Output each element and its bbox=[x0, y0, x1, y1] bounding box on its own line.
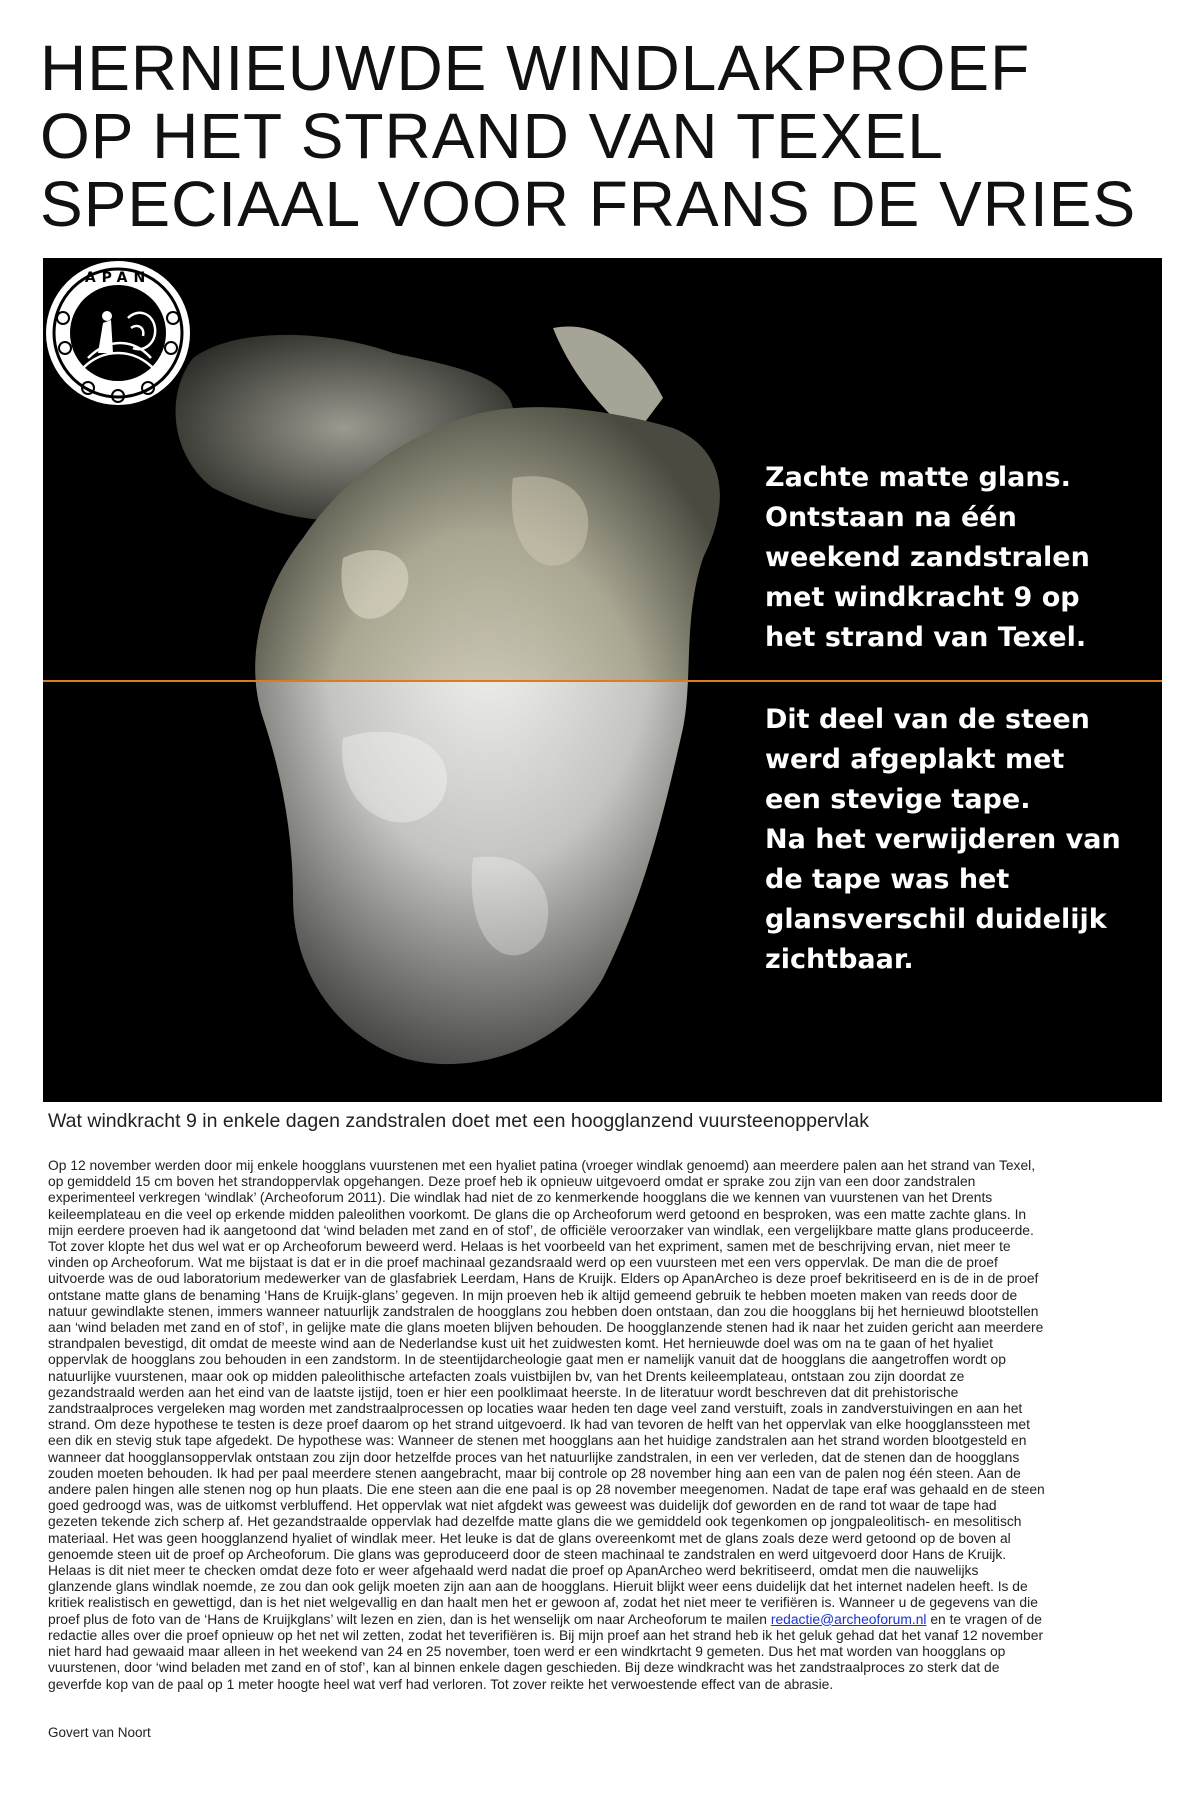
page-title bbox=[40, 34, 1180, 238]
tape-boundary-line bbox=[43, 680, 1162, 682]
caption-line: zichtbaar. bbox=[765, 944, 914, 975]
caption-line: weekend zandstralen bbox=[765, 542, 1090, 573]
body-line: vinden op Archeoforum. Wat me bijstaat is dat er in die proef machinaal gezandsraald werd op een vuursteen met een vers oppervlak. De man die de proef bbox=[48, 1254, 998, 1271]
body-line: genoemde steen uit de proef op Archeoforum. Die glans was geproduceerd door de steen machinaal te zandstralen en werd uitgevoerd door Hans de Kruijk. bbox=[48, 1545, 1007, 1562]
apan-logo bbox=[43, 258, 193, 408]
body-line: mijn eerdere proeven had ik aangetoond dat ‘wind beladen met zand en of stof’, de officiële veroorzaker van windlak, een vergelijkbare matte glans produceerde. bbox=[48, 1221, 1034, 1238]
caption-line: Zachte matte glans. bbox=[765, 462, 1071, 493]
body-line: goed gedroogd was, was de uitkomst verbluffend. Het oppervlak wat niet afgdekt was geweest was duidelijk dof geworden en de rand tot waar de tape had bbox=[48, 1497, 997, 1514]
article-subtitle: Wat windkracht 9 in enkele dagen zandstralen doet met een hoogglanzend vuursteenoppervlak bbox=[48, 1110, 869, 1132]
caption-line: Na het verwijderen van bbox=[765, 824, 1121, 855]
body-line: strand. Om deze hypothese te testen is deze proef daarom op het strand uitgevoerd. Ik had van tevoren de helft van het oppervlak van elke hoogglanssteen met bbox=[48, 1416, 1030, 1433]
body-line: ontstane matte glans de benaming ‘Hans de Kruijk-glans’ gegeven. In mijn proeven heb ik altijd gemeend gebruik te hebben moeten maken van reeds door de bbox=[48, 1286, 1018, 1303]
body-line: gezandstraald werden aan het eind van de laatste ijstijd, toen er hier een poolklimaat heerste. In de literatuur wordt beschreven dat dit prehistorische bbox=[48, 1383, 959, 1400]
email-link[interactable]: redactie@archeoforum.nl bbox=[770, 1610, 927, 1627]
body-line: geverfde kop van de paal op 1 meter hoogte heel wat verf had verloren. Tot zover reikte het verwoestende effect van de abrasie. bbox=[48, 1675, 834, 1692]
body-line: zandstraalproces vergeleken mag worden met zandstraalprocessen op locaties waar heden ten dage veel zand verstuift, zoals in zandverstuivingen en aan het bbox=[48, 1400, 1023, 1417]
body-line: vuurstenen, door ‘wind beladen met zand en of stof’, kan al binnen enkele dagen geschieden. Bij deze windkracht was het zandstraalproces zo sterk dat de bbox=[48, 1659, 1000, 1676]
body-line: zouden moeten behouden. Ik had per paal meerdere stenen aangebracht, maar bij controle op 28 november hing aan een van de palen nog één steen. Aan de bbox=[48, 1464, 1021, 1481]
body-line: niet hard had gewaaid maar alleen in het weekend van 24 en 25 november, toen werd er een windkrtacht 9 gemeten. Dus het mat worden van hoogglans op bbox=[48, 1643, 1006, 1660]
stone-photo bbox=[43, 258, 1162, 1102]
body-line: redactie alles over die proef opnieuw op het net wil zetten, zodat het teverifiëren is. Bij mijn proef aan het strand heb ik het geluk gehad dat het vanaf 12 november bbox=[48, 1626, 1044, 1643]
author-name: Govert van Noort bbox=[48, 1725, 151, 1740]
body-line: een dik en stevig stuk tape afgedekt. De hypothese was: Wanneer de stenen met hoogglans aan het huidige zandstralen aan het strand worden blootgesteld en bbox=[48, 1432, 1027, 1449]
caption-line: Ontstaan na één bbox=[765, 502, 1017, 533]
caption-line: werd afgeplakt met bbox=[765, 744, 1065, 775]
body-line: strandpalen bevestigd, dit omdat de meeste wind aan de Nederlandse kust uit het zuidwesten komt. Het hernieuwde doel was om na te gaan of het hyaliet bbox=[48, 1335, 994, 1352]
body-line: Helaas is dit niet meer te checken omdat deze foto er weer afgehaald werd nadat die proef op ApanArcheo werd bekritiseerd, omdat men die nauwelijks bbox=[48, 1562, 979, 1579]
body-line: aan ‘wind beladen met zand en of stof’, in gelijke mate die glans moeten blijven behouden. De hoogglanzende stenen had ik naar het zuiden gericht aan meerdere bbox=[48, 1319, 1044, 1336]
logo-text: APAN bbox=[84, 270, 152, 286]
link-line-prefix: proef plus de foto van de ‘Hans de Kruijkglans’ wilt lezen en zien, dan is het wenselijk om naar Archeoforum te mailen bbox=[48, 1610, 771, 1627]
body-line: materiaal. Het was geen hoogglanzend hyaliet of windlak meer. Het leuke is dat de glans overeenkomt met de glans zoals deze werd getoond op de boven al bbox=[48, 1529, 1011, 1546]
body-line: gezeten tekende zich scherp af. Het gezandstraalde oppervlak had dezelfde matte glans die we gemiddeld ook tegenkomen op jongpaleolitisch- en mesolitisch bbox=[48, 1513, 1022, 1530]
body-line: natuur gewindlakte stenen, immers wanneer natuurlijk zandstralen de hoogglans zou hebben doen ontstaan, dan zou die hoogglans bij het hernieuwd blootstellen bbox=[48, 1302, 1039, 1319]
caption-line: de tape was het bbox=[765, 864, 1010, 895]
title-line-1: HERNIEUWDE WINDLAKPROEF bbox=[40, 32, 1031, 104]
article-body bbox=[48, 1157, 1158, 1692]
caption-matte-gloss bbox=[765, 458, 1090, 658]
body-line: experimenteel verkregen ‘windlak’ (Archeoforum 2011). Die windlak had niet de zo kenmerkende hoogglans die we kennen van vuurstenen van het Drents bbox=[48, 1189, 993, 1206]
body-line-with-link bbox=[48, 1611, 1158, 1627]
caption-line: met windkracht 9 op bbox=[765, 582, 1080, 613]
caption-taped-part bbox=[765, 700, 1121, 980]
body-line: kritiek realistisch en gewettigd, dan is het niet welgevallig en dan haalt men het er gewoon af, zodat het niet meer te verifiëren is. Wanneer u de gegevens van die bbox=[48, 1594, 1038, 1611]
body-line: Tot zover klopte het dus wel wat er op Archeoforum beweerd werd. Helaas is het voorbeeld van het expriment, samen met de beschrijving ervan, niet meer te bbox=[48, 1238, 1011, 1255]
body-line: Op 12 november werden door mij enkele hoogglans vuurstenen met een hyaliet patina (vroeger windlak genoemd) aan meerdere palen aan het strand van Texel, bbox=[48, 1157, 1036, 1173]
caption-line: Dit deel van de steen bbox=[765, 704, 1090, 735]
body-line: glanzende glans windlak noemde, ze zou dan ook gelijk moeten zijn aan aan de hoogglans. Hieruit blijkt weer eens duidelijk dat het internet nadelen heeft. Is de bbox=[48, 1578, 1028, 1595]
body-line: op gemiddeld 15 cm boven het strandoppervlak opgehangen. Deze proef heb ik opnieuw uitgevoerd omdat er sprake zou zijn van een door zandstralen bbox=[48, 1173, 976, 1190]
body-line: andere palen hingen alle stenen nog op hun plaats. Die ene steen aan die ene paal is op 28 november meegenomen. Nadat de tape eraf was gehaald en de steen bbox=[48, 1481, 1045, 1498]
caption-line: glansverschil duidelijk bbox=[765, 904, 1107, 935]
body-line: wanneer dat hoogglansoppervlak ontstaan zou zijn door hetzelfde proces van het natuurlijke zandstralen, in een ver verleden, dat de stenen dan de hoogglans bbox=[48, 1448, 1020, 1465]
link-line-suffix: en te vragen of de bbox=[926, 1610, 1042, 1627]
caption-line: het strand van Texel. bbox=[765, 622, 1087, 653]
body-line: oppervlak de hoogglans zou behouden in een zandstorm. In de steentijdarcheologie gaat men er namelijk vanuit dat de hoogglans die aangetroffen wordt op bbox=[48, 1351, 1006, 1368]
body-line: natuurlijke vuurstenen, maar ook op midden paleolithische artefacten zoals vuistbijlen bv, van het Drents keileemplateau, ontstaan zou zijn doordat ze bbox=[48, 1367, 965, 1384]
title-line-2: OP HET STRAND VAN TEXEL bbox=[40, 100, 944, 172]
title-line-3: SPECIAAL VOOR FRANS DE VRIES bbox=[40, 168, 1137, 240]
body-line: keileemplateau en die veel op erkende midden paleolithen voorkomt. De glans die op Archeoforum werd getoond en besproken, was een matte zachte glans. In bbox=[48, 1205, 1027, 1222]
body-line: uitvoerde was de oud laboratorium medewerker van de glasfabriek Leerdam, Hans de Kruijk. Elders op ApanArcheo is deze proef bekritiseerd en is de in de proef bbox=[48, 1270, 1039, 1287]
caption-line: een stevige tape. bbox=[765, 784, 1031, 815]
